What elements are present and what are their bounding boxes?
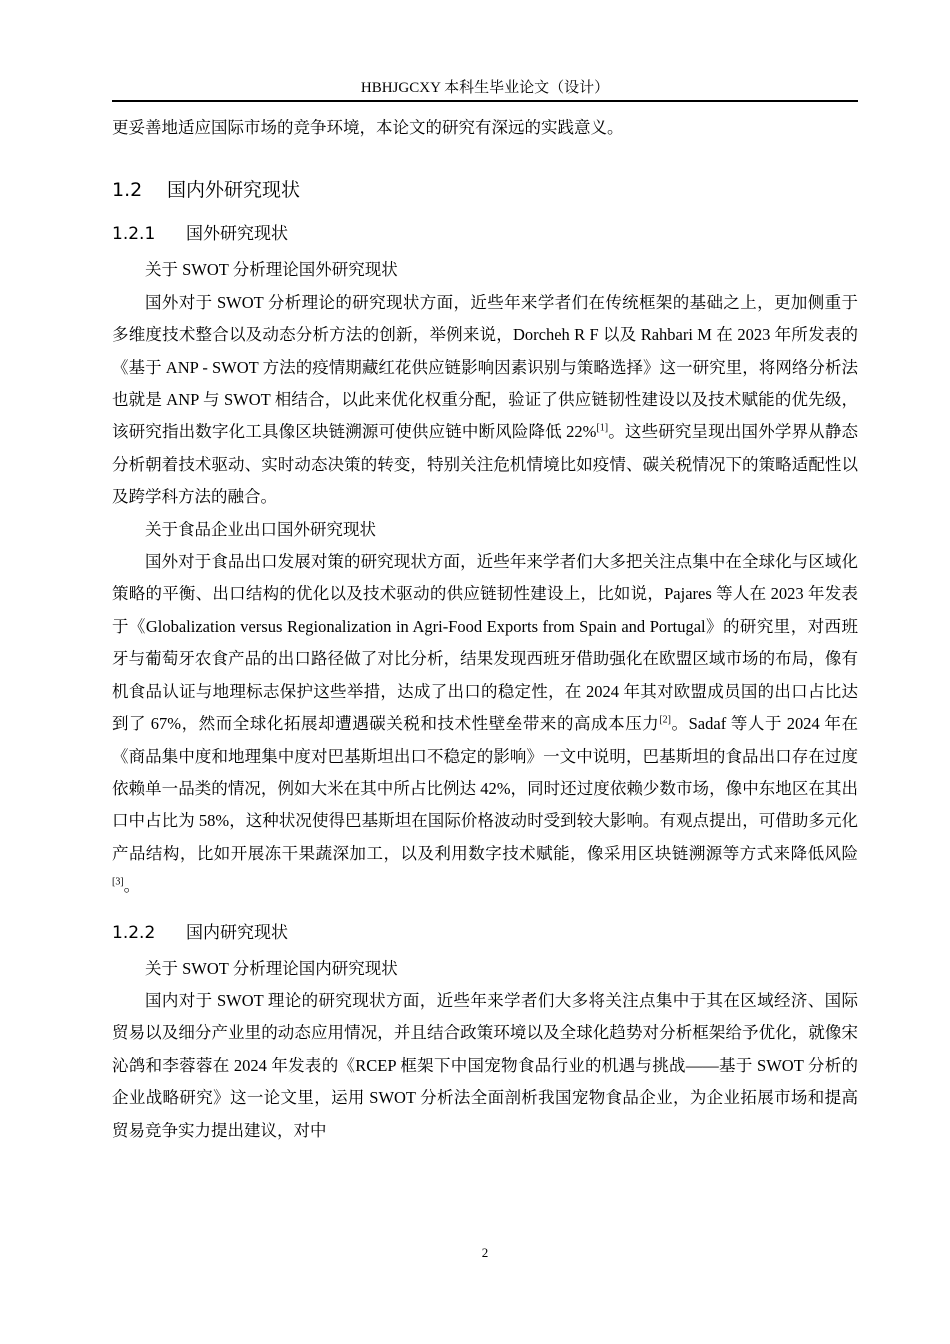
body-text	[112, 112, 858, 1147]
section-title: 国内外研究现状	[167, 179, 301, 202]
running-header: HBHJGCXY 本科生毕业论文（设计）	[360, 80, 610, 96]
header-rule	[112, 100, 858, 102]
subsection-number: 1.2.2	[112, 922, 156, 943]
paragraph-continuation: 更妥善地适应国际市场的竞争环境，本论文的研究有深远的实践意义。	[112, 118, 624, 137]
paragraph-swot-foreign-label: 关于 SWOT 分析理论国外研究现状	[145, 260, 398, 280]
section-heading-1-2	[112, 176, 858, 204]
subsection-title: 国内研究现状	[186, 922, 288, 943]
section-number: 1.2	[112, 179, 143, 202]
paragraph-swot-domestic: 国内对于 SWOT 理论的研究现状方面，近些年来学者们大多将关注点集中于其在区域经济、国际贸易以及细分产业里的动态应用情况，并且结合政策环境以及全球化趋势对分析框架给予优化，就像宋沁鸽和李蓉蓉在 2024 年发表的《RCEP 框架下中国宠物食品行业的机遇与挑战——基于 SWOT 分析的企业战略研究》这一论文里，运用 SWOT 分析法全面剖析我国宠物食品企业，为企业拓展市场和提高贸易竞争实力提出建议，对中	[112, 990, 858, 1140]
subsection-number: 1.2.1	[112, 224, 156, 245]
paragraph-food-export-foreign-label: 关于食品企业出口国外研究现状	[145, 519, 376, 539]
subsection-title: 国外研究现状	[186, 224, 288, 245]
citation-ref[interactable]: [3]	[112, 876, 124, 888]
paragraph-swot-foreign: 国外对于 SWOT 分析理论的研究现状方面，近些年来学者们在传统框架的基础之上，更加侧重于多维度技术整合以及动态分析方法的创新，举例来说，Dorcheh R F 以及 Rahbari M 在 2023 年所发表的《基于 ANP - SWOT 方法的疫情期藏红花供应链影响因素识别与策略选择》这一研究里，将网络分析法也就是 ANP 与 SWOT 相结合，以此来优化权重分配，验证了供应链韧性建设以及技术赋能的优先级，该研究指出数字化工具像区块链溯源可使供应链中断风险降低 22%[1]。这些研究呈现出国外学界从静态分析朝着技术驱动、实时动态决策的转变，特别关注危机情境比如疫情、碳关税情况下的策略适配性以及跨学科方法的融合。	[112, 292, 859, 507]
paragraph-food-export-foreign: 国外对于食品出口发展对策的研究现状方面，近些年来学者们大多把关注点集中在全球化与区域化策略的平衡、出口结构的优化以及技术驱动的供应链韧性建设上，比如说，Pajares 等人在 2023 年发表于《Globalization versus Regionalization in Agri-Food Exports from Spain and Portugal》的研究里，对西班牙与葡萄牙农食产品的出口路径做了对比分析，结果发现西班牙借助强化在欧盟区域市场的布局，像有机食品认证与地理标志保护这些举措，达成了出口的稳定性，在 2024 年其对欧盟成员国的出口占比达到了 67%，然而全球化拓展却遭遇碳关税和技术性壁垒带来的高成本压力[2]。Sadaf 等人于 2024 年在《商品集中度和地理集中度对巴基斯坦出口不稳定的影响》一文中说明，巴基斯坦的食品出口存在过度依赖单一品类的情况，例如大米在其中所占比例达 42%，同时还过度依赖少数市场，像中东地区在其出口中占比为 58%，这种状况使得巴基斯坦在国际价格波动时受到较大影响。有观点提出，可借助多元化产品结构，比如开展冻干果蔬深加工，以及利用数字技术赋能，像采用区块链溯源等方式来降低风险[3]。	[112, 552, 858, 896]
subsection-heading-1-2-1	[112, 220, 858, 248]
paragraph-swot-domestic-label: 关于 SWOT 分析理论国内研究现状	[145, 958, 398, 978]
citation-ref[interactable]: [2]	[659, 714, 671, 726]
subsection-heading-1-2-2	[112, 919, 858, 947]
page-number: 2	[481, 1245, 489, 1260]
citation-ref[interactable]: [1]	[596, 422, 609, 434]
